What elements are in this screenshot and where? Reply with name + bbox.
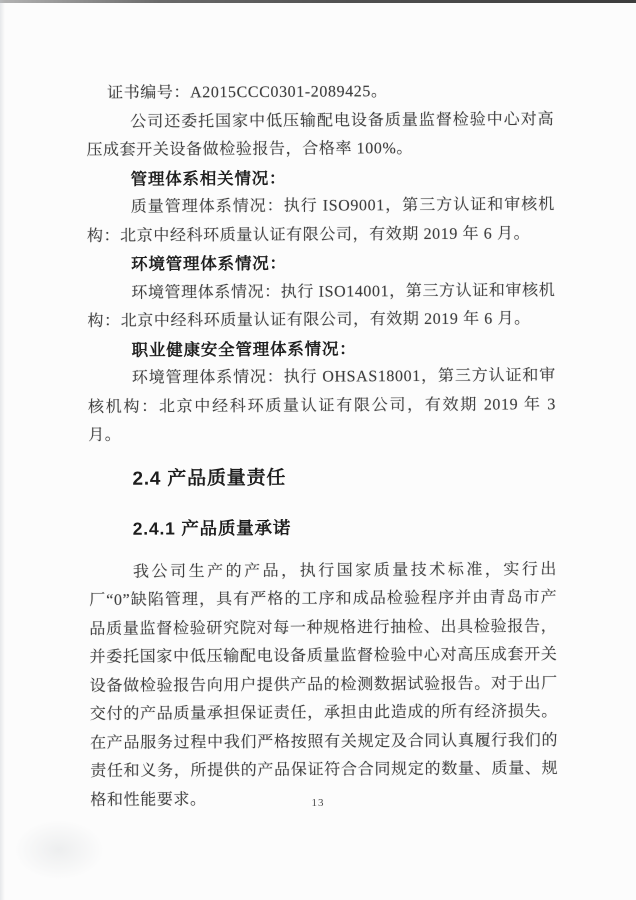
ohs-system-paragraph: 环境管理体系情况：执行 OHSAS18001，第三方认证和审核机构：北京中经科环质量认证有限公司，有效期 2019 年 3 月。	[87, 367, 557, 444]
quality-system-paragraph: 质量管理体系情况：执行 ISO9001，第三方认证和审核机构：北京中经科环质量认证有限公司，有效期 2019 年 6 月。	[86, 196, 555, 245]
scan-edge-left	[0, 0, 5, 900]
environment-system-paragraph: 环境管理体系情况：执行 ISO14001，第三方认证和审核机构：北京中经科环质量认证有限公司，有效期 2019 年 6 月。	[87, 281, 556, 330]
management-system-heading: 管理体系相关情况：	[130, 169, 287, 189]
scan-smudge-bottom-left	[14, 820, 104, 880]
page-number: 13	[311, 797, 325, 809]
cert-number-line: 证书编号：A2015CCC0301-2089425。	[107, 83, 388, 102]
section-2-4-1-heading: 2.4.1 产品质量承诺	[132, 517, 292, 539]
scan-edge-top	[0, 0, 636, 3]
document-content	[86, 77, 558, 815]
environment-system-heading: 环境管理体系情况：	[131, 254, 287, 274]
ohs-system-heading: 职业健康安全管理体系情况：	[131, 339, 357, 360]
section-2-4-heading: 2.4 产品质量责任	[132, 467, 287, 490]
entrust-paragraph: 公司还委托国家中低压输配电设备质量监督检验中心对高压成套开关设备做检验报告，合格率 100%。	[86, 110, 555, 159]
quality-commitment-paragraph: 我公司生产的产品，执行国家质量技术标准，实行出厂“0”缺陷管理，具有严格的工序和成品检验程序并由青岛市产品质量监督检验研究院对每一种规格进行抽检、出具检验报告，并委托国家中低压输配电设备质量监督检验中心对高压成套开关设备做检验报告向用户提供产品的检测数据试验报告。对于出厂交付的产品质量承担保证责任，承担由此造成的所有经济损失。在产品服务过程中我们严格按照有关规定及合同认真履行我们的责任和义务，所提供的产品保证符合合同规定的数量、质量、规格和性能要求。	[89, 560, 559, 809]
